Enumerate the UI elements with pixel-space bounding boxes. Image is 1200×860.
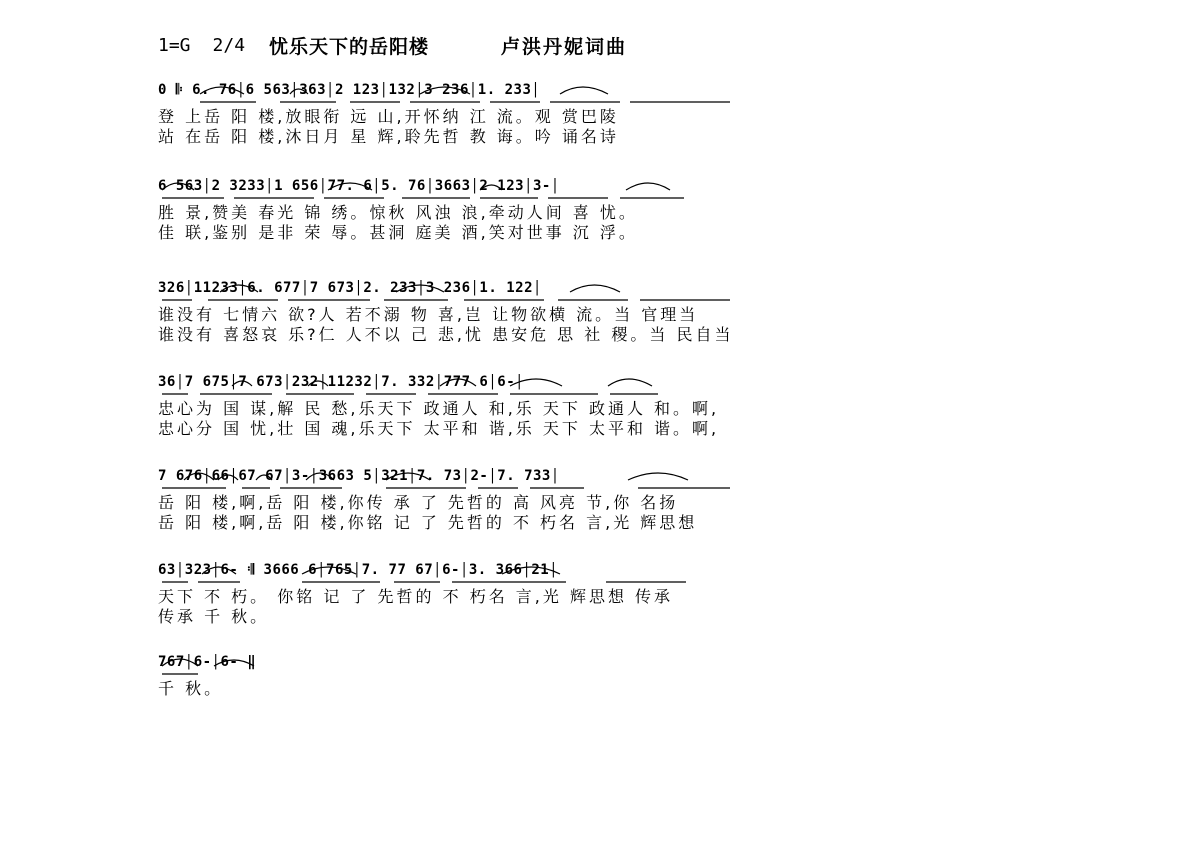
score-system-7 (158, 654, 738, 716)
lyrics-verse-2: 站 在岳 阳 楼,沐日月 星 辉,聆先哲 教 诲。吟 诵名诗 (158, 127, 619, 144)
notation-row: 767│6-│6- ‖ (158, 654, 257, 670)
beam-lines (158, 580, 758, 588)
beam-lines (158, 392, 758, 400)
score-system-3 (158, 280, 738, 342)
lyrics-verse-2: 传承 千 秋。 (158, 607, 270, 624)
notation-row: 0 𝄆 6. 76│6 563│363│2 123│132│3 236│1. 233│ (158, 82, 541, 98)
lyrics-verse-1: 天下 不 朽。 你铭 记 了 先哲的 不 朽名 言,光 辉思想 传承 (158, 587, 674, 604)
score-system-1 (158, 82, 738, 144)
lyrics-verse-2: 谁没有 喜怒哀 乐?仁 人不以 己 悲,忧 患安危 思 社 稷。当 民自当 (158, 325, 734, 342)
song-title: 忧乐天下的岳阳楼 (269, 35, 430, 58)
score-system-5 (158, 468, 738, 530)
time-signature: 2/4 (212, 34, 246, 56)
notation-row: 7 676│66│67 67│3-│3663 5│321│7. 73│2-│7. 733│ (158, 468, 560, 484)
lyrics-verse-2: 忠心分 国 忧,壮 国 魂,乐天下 太平和 谐,乐 天下 太平和 谐。啊, (158, 419, 720, 436)
lyrics-verse-1: 忠心为 国 谋,解 民 愁,乐天下 政通人 和,乐 天下 政通人 和。啊, (158, 399, 720, 416)
lyrics-verse-1: 岳 阳 楼,啊,岳 阳 楼,你传 承 了 先哲的 高 风亮 节,你 名扬 (158, 493, 679, 510)
notation-row: 6 563│2 3233│1 656│77. 6│5. 76│3663│2 123│3-│ (158, 178, 560, 194)
beam-lines (158, 196, 758, 204)
lyrics-verse-2: 岳 阳 楼,啊,岳 阳 楼,你铭 记 了 先哲的 不 朽名 言,光 辉思想 (158, 513, 698, 530)
song-author: 卢洪丹妮词曲 (501, 35, 628, 58)
score-system-6 (158, 562, 738, 624)
beam-lines (158, 672, 758, 680)
lyrics-verse-1: 千 秋。 (158, 679, 224, 696)
beam-lines (158, 100, 758, 108)
lyrics-verse-1: 胜 景,赞美 春光 锦 绣。惊秋 风浊 浪,牵动人间 喜 忧。 (158, 203, 638, 220)
beam-lines (158, 486, 758, 494)
score-system-2 (158, 178, 738, 240)
key-signature: 1=G (158, 34, 191, 56)
lyrics-verse-2: 佳 联,鉴别 是非 荣 辱。甚洞 庭美 酒,笑对世事 沉 浮。 (158, 223, 638, 240)
notation-row: 326│11233│6. 677│7 673│2. 233│3 236│1. 122│ (158, 280, 542, 296)
beam-lines (158, 298, 758, 306)
score-header (158, 30, 627, 60)
lyrics-verse-1: 登 上岳 阳 楼,放眼衔 远 山,开怀纳 江 流。观 赏巴陵 (158, 107, 619, 124)
lyrics-verse-2 (158, 696, 738, 716)
lyrics-verse-1: 谁没有 七情六 欲?人 若不溺 物 喜,岂 让物欲横 流。当 官理当 (158, 305, 699, 322)
score-system-4 (158, 374, 738, 436)
notation-row: 36│7 675│7 673│232│11232│7. 332│777 6│6-│ (158, 374, 525, 390)
notation-row: 63│323│6- 𝄇 3666 6│765│7. 77 67│6-│3. 366│21│ (158, 562, 559, 578)
